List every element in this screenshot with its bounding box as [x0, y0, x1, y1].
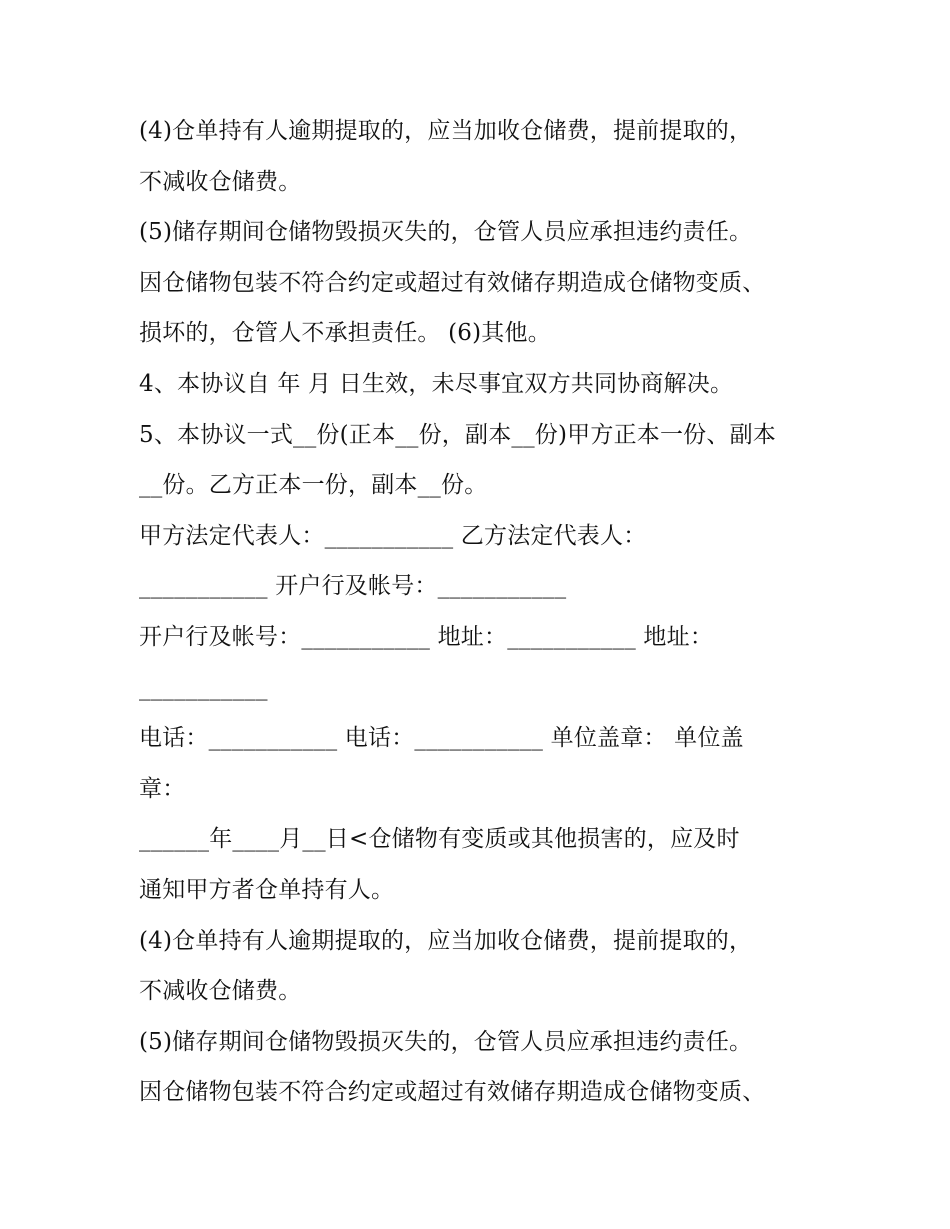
- text-line: 甲方法定代表人：___________ 乙方法定代表人：: [139, 522, 647, 549]
- text-line: ___________: [139, 674, 268, 701]
- text-line: ______年____月__日<仓储物有变质或其他损害的，应及时: [139, 826, 740, 853]
- text-line: (4)仓单持有人逾期提取的，应当加收仓储费，提前提取的，: [139, 118, 753, 144]
- text-line: ___________ 开户行及帐号：___________: [139, 573, 567, 600]
- text-line: 不减收仓储费。: [139, 168, 302, 195]
- text-line: (4)仓单持有人逾期提取的，应当加收仓储费，提前提取的，: [139, 927, 753, 954]
- text-line: 5、本协议一式__份(正本__份，副本__份)甲方正本一份、副本: [139, 421, 776, 448]
- text-line: 电话：___________ 电话：___________ 单位盖章： 单位盖: [139, 725, 744, 752]
- text-line: 章：: [139, 775, 186, 802]
- text-line: 因仓储物包装不符合约定或超过有效储存期造成仓储物变质、: [139, 1079, 766, 1106]
- document-body: [139, 106, 819, 1118]
- text-line: __份。乙方正本一份，副本__份。: [139, 472, 488, 499]
- text-line: 不减收仓储费。: [139, 978, 302, 1005]
- text-line: 4、本协议自 年 月 日生效，未尽事宜双方共同协商解决。: [139, 370, 734, 397]
- text-line: (5)储存期间仓储物毁损灭失的，仓管人员应承担违约责任。: [139, 219, 753, 246]
- text-line: 开户行及帐号：___________ 地址：___________ 地址：: [139, 623, 714, 650]
- text-line: 通知甲方者仓单持有人。: [139, 876, 395, 903]
- text-line: 损坏的，仓管人不承担责任。 (6)其他。: [139, 320, 551, 347]
- text-line: (5)储存期间仓储物毁损灭失的，仓管人员应承担违约责任。: [139, 1028, 753, 1055]
- text-line: 因仓储物包装不符合约定或超过有效储存期造成仓储物变质、: [139, 269, 766, 296]
